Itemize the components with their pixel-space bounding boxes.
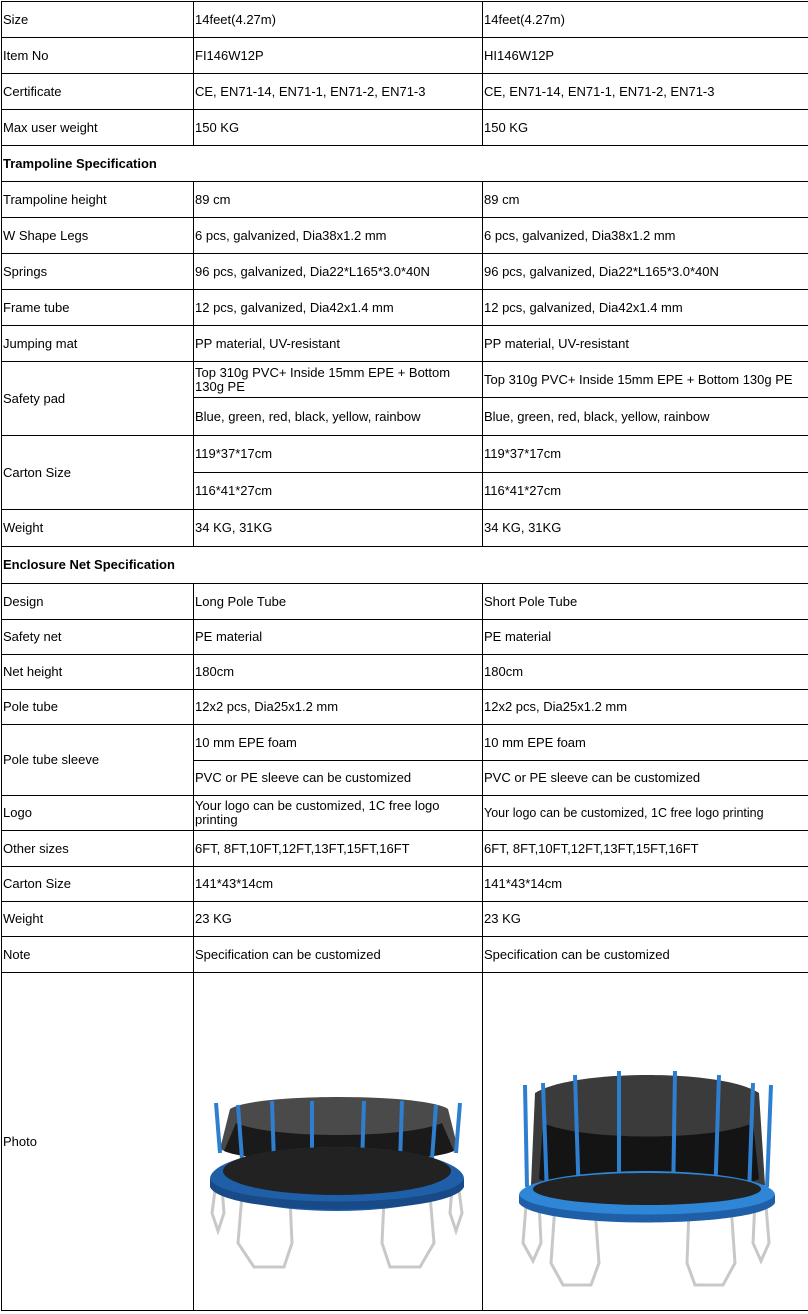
row-label: Weight: [2, 510, 194, 547]
row-label: Springs: [2, 254, 194, 290]
table-row: [2, 38, 808, 74]
cell-value: HI146W12P: [483, 38, 808, 74]
cell-value: Your logo can be customized, 1C free logo printing: [194, 796, 483, 831]
cell-value: 89 cm: [483, 182, 808, 218]
table-row: [2, 725, 808, 761]
section-heading-trampoline: Trampoline Specification: [2, 146, 808, 182]
cell-value: 12 pcs, galvanized, Dia42x1.4 mm: [194, 290, 483, 326]
cell-value: Your logo can be customized, 1C free logo printing: [483, 796, 808, 831]
cell-value: 96 pcs, galvanized, Dia22*L165*3.0*40N: [194, 254, 483, 290]
cell-value: 12x2 pcs, Dia25x1.2 mm: [194, 690, 483, 725]
cell-value: 34 KG, 31KG: [483, 510, 808, 547]
table-row: [2, 510, 808, 547]
section-row: [2, 146, 808, 182]
table-row: [2, 74, 808, 110]
table-row: [2, 290, 808, 326]
cell-value: 34 KG, 31KG: [194, 510, 483, 547]
cell-value: PE material: [194, 620, 483, 655]
cell-value: Long Pole Tube: [194, 584, 483, 620]
row-label: Safety pad: [2, 362, 194, 436]
trampoline-short-pole-photo: [483, 973, 807, 1310]
photo-cell-long-pole: [194, 973, 483, 1311]
cell-value: 6FT, 8FT,10FT,12FT,13FT,15FT,16FT: [483, 831, 808, 867]
cell-value: Specification can be customized: [483, 937, 808, 973]
cell-value: Top 310g PVC+ Inside 15mm EPE + Bottom 130g PE: [483, 362, 808, 398]
cell-value: 10 mm EPE foam: [483, 725, 808, 761]
cell-value: Blue, green, red, black, yellow, rainbow: [194, 398, 483, 436]
table-row: [2, 182, 808, 218]
cell-value: 150 KG: [194, 110, 483, 146]
table-row: [2, 690, 808, 725]
row-label: Note: [2, 937, 194, 973]
table-row: [2, 584, 808, 620]
cell-value: 6 pcs, galvanized, Dia38x1.2 mm: [483, 218, 808, 254]
cell-value: 119*37*17cm: [483, 436, 808, 473]
table-row: [2, 110, 808, 146]
row-label: Certificate: [2, 74, 194, 110]
table-row: [2, 436, 808, 473]
cell-value: 23 KG: [194, 902, 483, 937]
row-label: Max user weight: [2, 110, 194, 146]
row-label: Trampoline height: [2, 182, 194, 218]
row-label: Jumping mat: [2, 326, 194, 362]
row-label: Logo: [2, 796, 194, 831]
section-heading-enclosure: Enclosure Net Specification: [2, 547, 808, 584]
table-row: [2, 655, 808, 690]
row-label: Net height: [2, 655, 194, 690]
cell-value: PP material, UV-resistant: [194, 326, 483, 362]
cell-value: CE, EN71-14, EN71-1, EN71-2, EN71-3: [483, 74, 808, 110]
table-row: [2, 937, 808, 973]
cell-value: Blue, green, red, black, yellow, rainbow: [483, 398, 808, 436]
cell-value: 141*43*14cm: [194, 867, 483, 902]
row-label: Pole tube: [2, 690, 194, 725]
cell-value: 23 KG: [483, 902, 808, 937]
spec-table: [1, 1, 808, 1311]
table-row: [2, 2, 808, 38]
cell-value: PVC or PE sleeve can be customized: [483, 761, 808, 796]
table-row: [2, 620, 808, 655]
table-row: [2, 902, 808, 937]
trampoline-long-pole-photo: [194, 973, 480, 1310]
table-row: [2, 326, 808, 362]
cell-value: 14feet(4.27m): [194, 2, 483, 38]
photo-cell-short-pole: [483, 973, 808, 1311]
cell-value: 180cm: [483, 655, 808, 690]
cell-value: Short Pole Tube: [483, 584, 808, 620]
photo-row: [2, 973, 808, 1311]
cell-value: Specification can be customized: [194, 937, 483, 973]
row-label: Frame tube: [2, 290, 194, 326]
row-label: Carton Size: [2, 867, 194, 902]
row-label: W Shape Legs: [2, 218, 194, 254]
row-label: Pole tube sleeve: [2, 725, 194, 796]
row-label: Other sizes: [2, 831, 194, 867]
cell-value: 96 pcs, galvanized, Dia22*L165*3.0*40N: [483, 254, 808, 290]
cell-value: 6FT, 8FT,10FT,12FT,13FT,15FT,16FT: [194, 831, 483, 867]
table-row: [2, 218, 808, 254]
cell-value: 10 mm EPE foam: [194, 725, 483, 761]
cell-value: 116*41*27cm: [483, 473, 808, 510]
cell-value: PVC or PE sleeve can be customized: [194, 761, 483, 796]
table-row: [2, 362, 808, 398]
cell-value: 116*41*27cm: [194, 473, 483, 510]
cell-value: Top 310g PVC+ Inside 15mm EPE + Bottom 130g PE: [194, 362, 483, 398]
cell-value: 6 pcs, galvanized, Dia38x1.2 mm: [194, 218, 483, 254]
cell-value: 14feet(4.27m): [483, 2, 808, 38]
row-label: Item No: [2, 38, 194, 74]
row-label: Size: [2, 2, 194, 38]
cell-value: 12 pcs, galvanized, Dia42x1.4 mm: [483, 290, 808, 326]
row-label: Weight: [2, 902, 194, 937]
row-label: Design: [2, 584, 194, 620]
table-row: [2, 796, 808, 831]
section-row: [2, 547, 808, 584]
table-row: [2, 254, 808, 290]
cell-value: 180cm: [194, 655, 483, 690]
row-label: Carton Size: [2, 436, 194, 510]
cell-value: FI146W12P: [194, 38, 483, 74]
cell-value: 141*43*14cm: [483, 867, 808, 902]
cell-value: PP material, UV-resistant: [483, 326, 808, 362]
row-label: Safety net: [2, 620, 194, 655]
cell-value: 119*37*17cm: [194, 436, 483, 473]
cell-value: 150 KG: [483, 110, 808, 146]
table-row: [2, 867, 808, 902]
cell-value: 89 cm: [194, 182, 483, 218]
cell-value: 12x2 pcs, Dia25x1.2 mm: [483, 690, 808, 725]
cell-value: CE, EN71-14, EN71-1, EN71-2, EN71-3: [194, 74, 483, 110]
row-label: Photo: [2, 973, 194, 1311]
table-row: [2, 831, 808, 867]
cell-value: PE material: [483, 620, 808, 655]
